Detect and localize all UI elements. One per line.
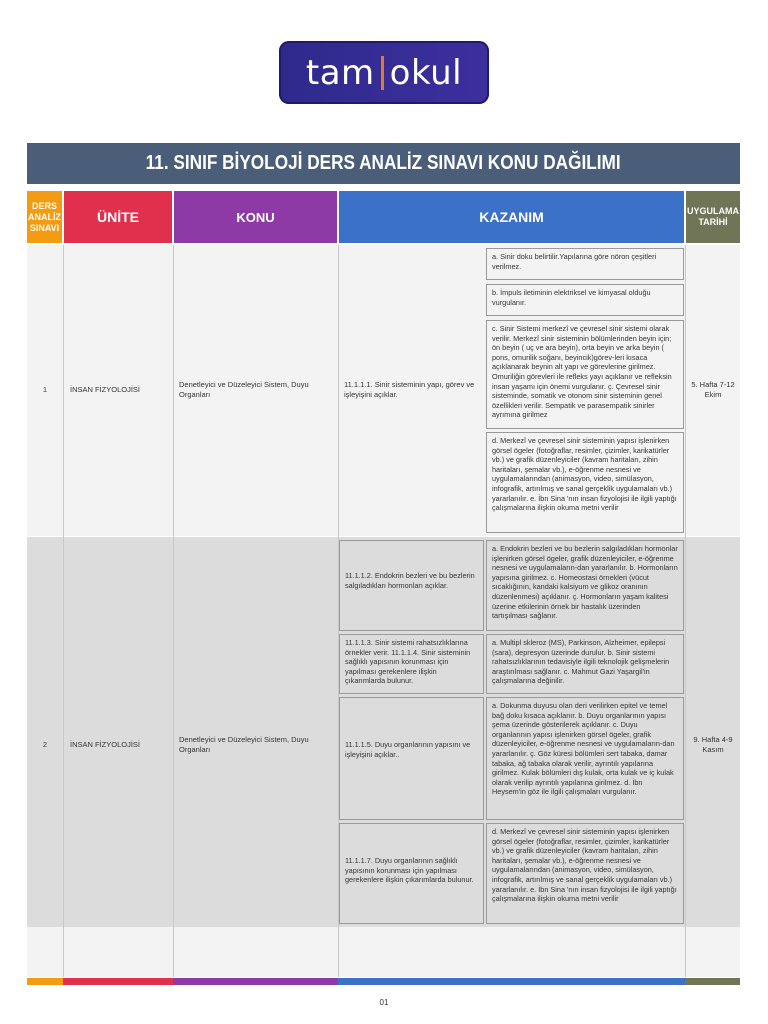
header-uygulama-tarihi xyxy=(686,191,740,243)
row-2-detail-3: a. Dokunma duyusu olan deri verilirken epitel ve temel bağ doku kısaca açıklanır. b. Duyu organlarının yapısı şema üzerinde gösterilerek açıklanır. c. Duyu organlarının yapısı işlenirken görsel ögeler, grafik düzenleyiciler, e-öğrenme nesnesi ve uygulamaların-dan yararlanılır. ç. Göz küresi bölümleri sert tabaka, damar tabaka, ağ tabaka olarak verilir, ayrıntılı yapılarına girilmez. Kulak bölümleri dış kulak, orta kulak ve iç kulak olarak verilip ayrıntılı yapılarına girilmez. d. İbn Heysem'in göz ile ilgili çalışmaları vurgulanır. xyxy=(486,697,684,820)
row-2-outcome-2: 11.1.1.3. Sinir sistemi rahatsızlıklarına örnekler verir. 11.1.1.4. Sinir sisteminin sağlıklı yapısının korunması için yapılması gerekenlere ilişkin çıkarımlarda bulunur. xyxy=(339,634,484,694)
footer-strip-uygulama xyxy=(685,978,740,985)
document-title-bar xyxy=(27,143,740,184)
header-unite xyxy=(64,191,172,243)
row-2-date: 9. Hafta 4-9 Kasım xyxy=(693,735,733,754)
row-2-unite: İNSAN FİZYOLOJİSİ xyxy=(70,740,141,749)
footer-strip-konu xyxy=(173,978,338,985)
page-number: 01 xyxy=(379,998,389,1007)
column-divider xyxy=(685,245,686,977)
row-1-konu: Denetleyici ve Düzeleyici Sistem, Duyu Organları xyxy=(179,380,309,399)
logo-text xyxy=(306,53,462,93)
row-2-outcome-3: 11.1.1.5. Duyu organlarının yapısını ve işleyişini açıklar.. xyxy=(339,697,484,820)
row-2-detail-2: a. Multipl skleroz (MS), Parkinson, Alzheimer, epilepsi (sara), depresyon üzerinde durulur. b. Sinir sistemi rahatsızlıklarının tedavisiyle ilgili teknolojik gelişmelerin araştırılması sağlanır. c. Mahmut Gazi Yaşargil'in çalışmalarına değinilir. xyxy=(486,634,684,694)
row-1-number: 1 xyxy=(42,385,48,394)
footer-strip-unite xyxy=(63,978,173,985)
column-divider xyxy=(173,245,174,977)
footer-strip-kazanim xyxy=(338,978,685,985)
header-unite-label: ÜNİTE xyxy=(97,209,139,225)
empty-row-background xyxy=(27,927,740,977)
header-ders-label: DERS ANALİZ SINAVI xyxy=(28,200,61,233)
logo-separator xyxy=(381,56,384,90)
row-1-date: 5. Hafta 7-12 Ekim xyxy=(691,380,735,399)
row-2-outcome-4: 11.1.1.7. Duyu organlarının sağlıklı yapısının korunması için yapılması gerekenlere ilişkin çıkarımlarda bulunur. xyxy=(339,823,484,924)
row-2-outcome-1: 11.1.1.2. Endokrin bezleri ve bu bezlerin salgıladıkları hormonları açıklar. xyxy=(339,540,484,631)
row-1-detail-c: c. Sinir Sistemi merkezî ve çevresel sinir sistemi olarak verilir. Merkezî sinir sisteminin bölümlerinden beyin için; ön beyin ( uç ve ara beyin), orta beyin ve arka beyin ( pons, omurilik soğanı, beyincik)görev-leri kısaca açıklanarak beynin alt yapı ve görevlerine girilmez. Omuriliğin görevleri ile refleks yayı açıklanır ve refleksin insan yaşamı için önemi vurgulanır. ç. Çevresel sinir sisteminde, somatik ve otonom sinir sisteminin genel özellikleri verilir. Sempatik ve parasempatik sinirler ayrımına girilmez xyxy=(486,320,684,429)
column-divider xyxy=(63,245,64,977)
row-1-detail-a: a. Sinir doku belirtilir.Yapılarına göre nöron çeşitleri verilmez. xyxy=(486,248,684,280)
footer-strip-ders xyxy=(27,978,63,985)
row-1-detail-d: d. Merkezî ve çevresel sinir sisteminin yapısı işlenirken görsel ögeler (fotoğraflar, resimler, çizimler, karikatürler vb.) ve grafik düzenleyiciler (kavram haritaları, zihin haritaları, şemalar vb.), e-öğrenme nesnesi ve uygulamalarından (animasyon, video, simülasyon, infografik, artırılmış ve sanal gerçeklik uygulamaları vb.) yararlanılır. e. İbn Sina 'nın insan fizyolojisi ile ilgili yaptığı çalışmalarına ilişkin okuma metni verilir xyxy=(486,432,684,533)
row-2-konu: Denetleyici ve Düzeleyici Sistem, Duyu Organları xyxy=(179,735,309,754)
logo-left-text: tam xyxy=(305,52,375,93)
row-1-outcome: 11.1.1.1. Sinir sisteminin yapı, görev ve işleyişini açıklar. xyxy=(344,380,475,399)
header-konu xyxy=(174,191,337,243)
row-2-detail-4: d. Merkezî ve çevresel sinir sisteminin yapısı işlenirken görsel ögeler (fotoğraflar, resimler, çizimler, karikatürler vb.) ve grafik düzenleyiciler (kavram haritaları, zihin haritaları, şemalar vb.), e-öğrenme nesnesi ve uygulamalarından (animasyon, video, simülasyon, infografik, artırılmış ve sanal gerçeklik uygulamaları vb.) yararlanılır. e. İbn Sina 'nın insan fizyolojisi ile ilgili yaptığı çalışmalarına ilişkin okuma metni verilir xyxy=(486,823,684,924)
document-title: 11. SINIF BİYOLOJİ DERS ANALİZ SINAVI KONU DAĞILIMI xyxy=(146,152,621,174)
header-konu-label: KONU xyxy=(236,209,275,225)
row-1-unite: İNSAN FİZYOLOJİSİ xyxy=(70,385,141,394)
header-kazanim-label: KAZANIM xyxy=(479,209,544,225)
logo-right-text: okul xyxy=(389,52,463,93)
header-kazanim xyxy=(339,191,684,243)
header-uygulama-label: UYGULAMA TARİHİ xyxy=(687,206,739,227)
tamokul-logo xyxy=(279,41,489,104)
row-2-number: 2 xyxy=(42,740,48,749)
header-ders-analiz xyxy=(27,191,62,243)
row-1-detail-b: b. İmpuls iletiminin elektriksel ve kimyasal olduğu vurgulanır. xyxy=(486,284,684,316)
row-2-detail-1: a. Endokrin bezleri ve bu bezlerin salgıladıkları hormonlar işlenirken görsel ögeler, grafik düzenleyiciler, e-öğrenme nesnesi ve uygulamaların-dan yararlanılır. b. Hormonların yapısına girilmez. c. Homeostasi örnekleri (vücut sıcaklığının, kandaki kalsiyum ve glikoz oranının düzenlenmesi) açıklanır. ç. Hormonların yaşam kalitesi üzerine etkilerinin örnek bir hastalık üzerinden tartışılması sağlanır. xyxy=(486,540,684,631)
